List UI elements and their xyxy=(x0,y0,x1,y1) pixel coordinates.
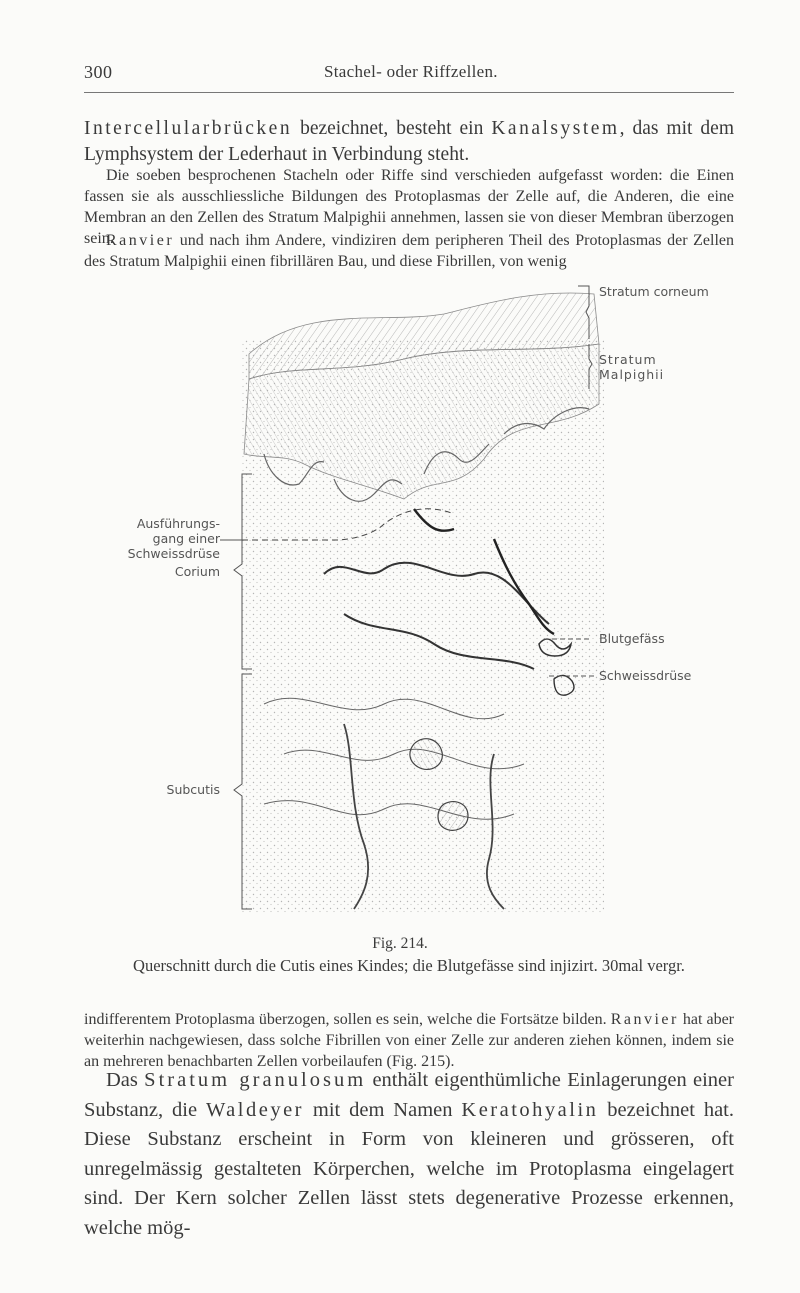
running-header xyxy=(84,62,734,93)
figure-214 xyxy=(84,284,734,924)
paragraph-5 xyxy=(84,1066,734,1243)
paragraph-4-b: hat aber weiterhin nachgewiesen, dass solche Fibrillen von einer Zelle zur anderen ziehen können, indem sie an mehreren benachbarten Zellen vorbeilaufen (Fig. 215). xyxy=(84,1011,735,1070)
label-subcutis: Subcutis xyxy=(166,782,220,797)
figure-caption: Querschnitt durch die Cutis eines Kindes; die Blutgefässe sind injizirt. 30mal vergr. xyxy=(133,956,685,975)
name-waldeyer: Waldeyer xyxy=(205,1098,304,1121)
paragraph-4-a: indifferentem Protoplasma überzogen, sollen es sein, welche die Fortsätze bilden. xyxy=(84,1011,611,1028)
paragraph-4 xyxy=(84,1009,734,1072)
term-keratohyalin: Keratohyalin xyxy=(461,1098,599,1121)
fat-lobule-2 xyxy=(438,802,468,831)
label-stratum-malpighii: Stratum Malpighii xyxy=(599,352,665,382)
label-ausfuehrungsgang: Ausführungs- gang einer Schweissdrüse xyxy=(127,516,220,561)
paragraph-2: Die soeben besprochenen Stacheln oder Riffe sind verschieden aufgefasst worden: die Einen fassen sie als ausschliessliche Bildungen des Protoplasmas der Zelle auf, die Anderen, die eine Membran an den Zellen des Stratum Malpighii annehmen, lassen sie von dieser Membran überzogen sein. xyxy=(84,167,734,247)
name-ranvier-2: Ranvier xyxy=(610,1011,679,1028)
running-head: Stachel- oder Riffzellen. xyxy=(324,62,498,81)
paragraph-1 xyxy=(84,116,734,168)
paragraph-1-end: , das mit dem Lymphsystem der Lederhaut in Verbindung steht. xyxy=(84,118,734,165)
fat-lobule xyxy=(410,739,442,770)
paragraph-1-mid: bezeichnet, besteht ein xyxy=(292,118,492,139)
label-blutgefaess: Blutgefäss xyxy=(599,631,665,646)
term-kanalsystem: Kanalsystem xyxy=(491,118,620,139)
label-stratum-corneum: Stratum corneum xyxy=(599,284,709,299)
page-number: 300 xyxy=(84,62,113,82)
paragraph-3 xyxy=(84,230,734,272)
figure-number: Fig. 214. xyxy=(372,935,428,952)
paragraph-5-a: Das xyxy=(106,1069,145,1091)
label-corium: Corium xyxy=(174,564,220,579)
term-stratum-granulosum: Stratum granulosum xyxy=(144,1069,367,1091)
paragraph-5-c: mit dem Namen xyxy=(304,1098,462,1121)
label-schweissdruese: Schweissdrüse xyxy=(599,668,692,683)
paragraph-5-b: enthält eigenthümliche Einlagerungen einer Substanz, die xyxy=(84,1069,734,1121)
paragraph-3-rest: und nach ihm Andere, vindiziren dem peripheren Theil des Protoplasmas der Zellen des Stratum Malpighii einen fibrillären Bau, und diese Fibrillen, von wenig xyxy=(84,232,734,270)
name-ranvier: Ranvier xyxy=(106,232,175,249)
paragraph-5-d: bezeichnet hat. Diese Substanz erscheint in Form von kleineren und grösseren, oft unregelmässig gestalteten Körperchen, welche im Protoplasma eingelagert sind. Der Kern solcher Zellen lässt stets degenerative Prozesse erkennen, welche mög- xyxy=(84,1098,734,1239)
term-intercellularbruecken: Intercellularbrücken xyxy=(84,118,293,139)
